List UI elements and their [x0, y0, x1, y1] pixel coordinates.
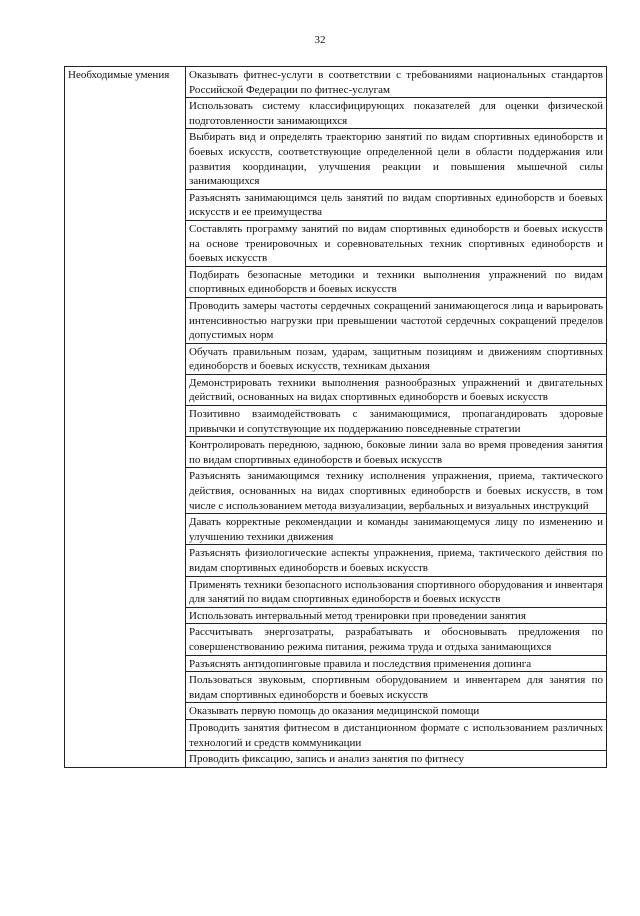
skill-item: Оказывать первую помощь до оказания медицинской помощи — [186, 703, 607, 720]
skill-item: Позитивно взаимодействовать с занимающимися, пропагандировать здоровые привычки и сопутствующие их поддержанию повседневные стратегии — [186, 406, 607, 437]
skill-item: Подбирать безопасные методики и техники выполнения упражнений по видам спортивных единоборств и боевых искусств — [186, 266, 607, 297]
skill-item: Разъяснять физиологические аспекты упражнения, приема, тактического действия по видам спортивных единоборств и боевых искусств — [186, 545, 607, 576]
skill-item: Проводить занятия фитнесом в дистанционном формате с использованием различных технологий и средств коммуникации — [186, 719, 607, 750]
section-label: Необходимые умения — [65, 67, 186, 768]
table-row — [65, 67, 607, 98]
skill-item: Использовать систему классифицирующих показателей для оценки физической подготовленности занимающихся — [186, 98, 607, 129]
skill-item: Разъяснять занимающимся цель занятий по видам спортивных единоборств и боевых искусств и ее преимущества — [186, 189, 607, 220]
skill-item: Разъяснять занимающимся технику исполнения упражнения, приема, тактического действия, основанных на видах спортивных единоборств и боевых искусств, в том числе с использованием метода визуализации, вербальных и визуальных инструкций — [186, 468, 607, 514]
skills-table — [64, 66, 607, 768]
skill-item: Составлять программу занятий по видам спортивных единоборств и боевых искусств на основе тренировочных и соревновательных техник спортивных единоборств и боевых искусств — [186, 220, 607, 266]
skill-item: Использовать интервальный метод тренировки при проведении занятия — [186, 607, 607, 624]
skill-item: Пользоваться звуковым, спортивным оборудованием и инвентарем для занятия по видам спортивных единоборств и боевых искусств — [186, 672, 607, 703]
page-number: 32 — [314, 34, 326, 46]
skill-item: Оказывать фитнес-услуги в соответствии с требованиями национальных стандартов Российской Федерации по фитнес-услугам — [186, 67, 607, 98]
skill-item: Демонстрировать техники выполнения разнообразных упражнений и двигательных действий, основанных на видах спортивных единоборств и боевых искусств — [186, 374, 607, 405]
skill-item: Проводить замеры частоты сердечных сокращений занимающегося лица и варьировать интенсивностью нагрузки при превышении частотой сердечных сокращений пределов допустимых норм — [186, 297, 607, 343]
skill-item: Обучать правильным позам, ударам, защитным позициям и движениям спортивных единоборств и боевых искусств, техникам дыхания — [186, 343, 607, 374]
skill-item: Выбирать вид и определять траекторию занятий по видам спортивных единоборств и боевых искусств, соответствующие определенной цели в области поддержания или развития координации, улучшения реакции и повышения мышечной силы занимающихся — [186, 129, 607, 189]
skill-item: Разъяснять антидопинговые правила и последствия применения допинга — [186, 655, 607, 672]
skill-item: Контролировать переднюю, заднюю, боковые линии зала во время проведения занятия по видам спортивных единоборств и боевых искусств — [186, 437, 607, 468]
skill-item: Давать корректные рекомендации и команды занимающемуся лицу по изменению и улучшению техники движения — [186, 514, 607, 545]
skill-item: Применять техники безопасного использования спортивного оборудования и инвентаря для занятий по видам спортивных единоборств и боевых искусств — [186, 576, 607, 607]
skill-item: Рассчитывать энергозатраты, разрабатывать и обосновывать предложения по совершенствованию режима питания, режима труда и отдыха занимающихся — [186, 624, 607, 655]
skill-item: Проводить фиксацию, запись и анализ занятия по фитнесу — [186, 751, 607, 768]
